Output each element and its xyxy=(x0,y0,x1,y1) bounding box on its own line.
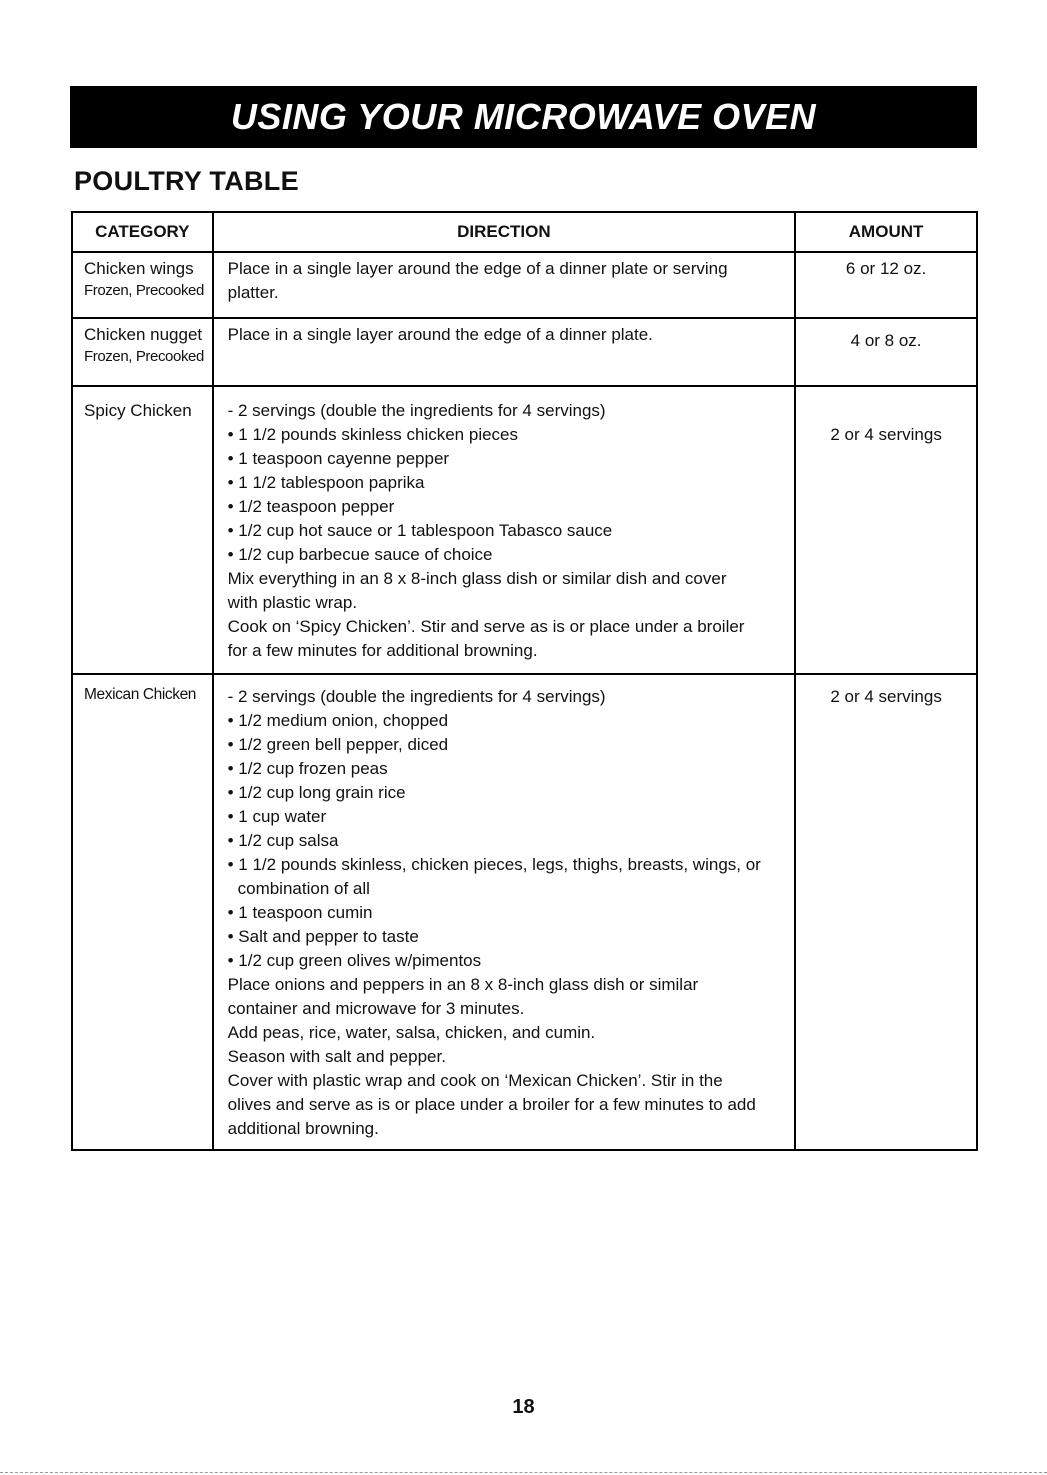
direction-line: - 2 servings (double the ingredients for 4 servings) xyxy=(227,401,606,420)
category-note: Frozen, Precooked xyxy=(84,348,204,365)
direction-line: • 1/2 cup green olives w/pimentos xyxy=(227,951,482,970)
page-number: 18 xyxy=(512,1396,535,1418)
section-title: POULTRY TABLE xyxy=(74,166,299,196)
category-label: Spicy Chicken xyxy=(84,401,192,420)
poultry-table xyxy=(71,211,978,1151)
direction-line: • 1 1/2 pounds skinless chicken pieces xyxy=(227,425,519,444)
direction-cell xyxy=(213,386,796,674)
direction-line: • 1/2 cup barbecue sauce of choice xyxy=(227,545,493,564)
table-header-row xyxy=(72,212,977,252)
amount-cell xyxy=(795,386,977,674)
direction-line: olives and serve as is or place under a broiler for a few minutes to add xyxy=(227,1095,756,1114)
page-bottom-rule xyxy=(0,1472,1047,1473)
category-label: Mexican Chicken xyxy=(84,686,197,703)
amount-value: 2 or 4 servings xyxy=(830,425,942,444)
direction-line: • Salt and pepper to taste xyxy=(227,927,419,946)
amount-value: 4 or 8 oz. xyxy=(850,331,922,350)
category-cell xyxy=(72,318,213,386)
column-header-amount: AMOUNT xyxy=(795,212,977,252)
direction-line: additional browning. xyxy=(227,1119,379,1138)
direction-line: Mix everything in an 8 x 8-inch glass dish or similar dish and cover xyxy=(227,569,727,588)
direction-cell xyxy=(213,252,796,318)
amount-cell xyxy=(795,318,977,386)
direction-line: • 1 teaspoon cumin xyxy=(227,903,373,922)
direction-line: • 1 1/2 pounds skinless, chicken pieces, legs, thighs, breasts, wings, or xyxy=(227,855,761,874)
direction-line: with plastic wrap. xyxy=(227,593,358,612)
category-label: Chicken wings xyxy=(84,259,194,278)
amount-cell xyxy=(795,674,977,1150)
direction-line: • 1/2 cup frozen peas xyxy=(227,759,388,778)
direction-line: Place in a single layer around the edge of a dinner plate or serving xyxy=(227,259,728,278)
category-note: Frozen, Precooked xyxy=(84,282,204,299)
banner-title: USING YOUR MICROWAVE OVEN xyxy=(230,96,817,137)
category-cell xyxy=(72,386,213,674)
table-row xyxy=(72,252,977,318)
column-header-direction: DIRECTION xyxy=(213,212,796,252)
direction-line: platter. xyxy=(227,283,279,302)
direction-line: - 2 servings (double the ingredients for 4 servings) xyxy=(227,687,606,706)
direction-line: combination of all xyxy=(237,879,370,898)
table-row xyxy=(72,674,977,1150)
table-row xyxy=(72,386,977,674)
direction-line: Season with salt and pepper. xyxy=(227,1047,446,1066)
category-cell xyxy=(72,674,213,1150)
direction-line: Cook on ‘Spicy Chicken’. Stir and serve as is or place under a broiler xyxy=(227,617,745,636)
direction-line: Place in a single layer around the edge of a dinner plate. xyxy=(227,325,653,344)
column-header-category: CATEGORY xyxy=(72,212,213,252)
direction-line: • 1 1/2 tablespoon paprika xyxy=(227,473,425,492)
direction-line: • 1/2 cup long grain rice xyxy=(227,783,406,802)
category-cell xyxy=(72,252,213,318)
direction-line: • 1/2 green bell pepper, diced xyxy=(227,735,449,754)
direction-cell xyxy=(213,674,796,1150)
category-label: Chicken nugget xyxy=(84,325,203,344)
direction-line: container and microwave for 3 minutes. xyxy=(227,999,525,1018)
amount-value: 2 or 4 servings xyxy=(830,687,942,706)
direction-line: Cover with plastic wrap and cook on ‘Mexican Chicken’. Stir in the xyxy=(227,1071,723,1090)
direction-line: Place onions and peppers in an 8 x 8-inch glass dish or similar xyxy=(227,975,699,994)
direction-line: Add peas, rice, water, salsa, chicken, and cumin. xyxy=(227,1023,596,1042)
direction-line: • 1/2 teaspoon pepper xyxy=(227,497,395,516)
direction-line: for a few minutes for additional browning. xyxy=(227,641,538,660)
amount-cell: 6 or 12 oz. xyxy=(795,252,977,318)
direction-line: • 1/2 medium onion, chopped xyxy=(227,711,449,730)
direction-cell xyxy=(213,318,796,386)
header-banner xyxy=(70,86,977,148)
direction-line: • 1 teaspoon cayenne pepper xyxy=(227,449,450,468)
direction-line: • 1/2 cup hot sauce or 1 tablespoon Tabasco sauce xyxy=(227,521,613,540)
table-row xyxy=(72,318,977,386)
direction-line: • 1/2 cup salsa xyxy=(227,831,339,850)
direction-line: • 1 cup water xyxy=(227,807,327,826)
